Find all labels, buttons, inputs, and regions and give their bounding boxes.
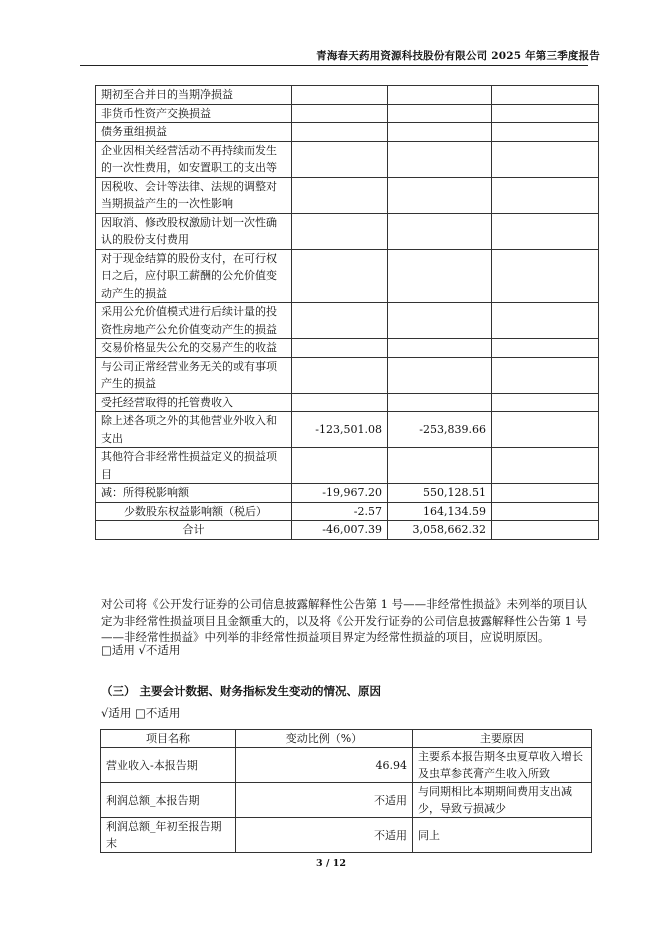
row-item: 交易价格显失公允的交易产生的收益	[96, 339, 292, 358]
row-remark	[492, 177, 599, 213]
table-row	[96, 448, 599, 484]
table-row	[96, 357, 599, 393]
row-remark	[492, 141, 599, 177]
row-current-period	[292, 141, 388, 177]
table-row	[96, 123, 599, 142]
page-number: 3 / 12	[316, 858, 346, 869]
row-current-period	[292, 393, 388, 412]
header-divider	[80, 65, 588, 66]
change-reason: 主要系本报告期冬虫夏草收入增长及虫草参芪膏产生收入所致	[413, 748, 592, 783]
change-item-name: 营业收入-本报告期	[101, 748, 236, 783]
row-year-to-date	[388, 249, 492, 303]
row-remark	[492, 86, 599, 105]
row-remark	[492, 521, 599, 540]
non-recurring-gains-table	[95, 85, 599, 540]
section-applicability: √适用 □不适用	[101, 706, 181, 720]
row-current-period: -46,007.39	[292, 521, 388, 540]
report-header-title: 青海春天药用资源科技股份有限公司 2025 年第三季度报告	[316, 50, 600, 62]
row-year-to-date: 3,058,662.32	[388, 521, 492, 540]
table-row	[96, 177, 599, 213]
row-item: 因取消、修改股权激励计划一次性确认的股份支付费用	[96, 213, 292, 249]
row-current-period	[292, 357, 388, 393]
row-item: 因税收、会计等法律、法规的调整对当期损益产生的一次性影响	[96, 177, 292, 213]
header-item-name: 项目名称	[101, 730, 236, 748]
row-item: 债务重组损益	[96, 123, 292, 142]
row-remark	[492, 502, 599, 521]
row-current-period	[292, 177, 388, 213]
row-item: 采用公允价值模式进行后续计量的投资性房地产公允价值变动产生的损益	[96, 303, 292, 339]
row-remark	[492, 448, 599, 484]
table-row	[96, 412, 599, 448]
changes-table	[100, 729, 592, 853]
table-row	[96, 141, 599, 177]
row-current-period	[292, 303, 388, 339]
row-item: 其他符合非经常性损益定义的损益项目	[96, 448, 292, 484]
change-reason: 与同期相比本期期间费用支出减少，导致亏损减少	[413, 783, 592, 818]
row-year-to-date	[388, 357, 492, 393]
row-year-to-date	[388, 448, 492, 484]
row-item: 减：所得税影响额	[96, 484, 292, 503]
change-item-name: 利润总额_年初至报告期末	[101, 818, 236, 853]
table-row	[96, 521, 599, 540]
row-item: 非货币性资产交换损益	[96, 104, 292, 123]
row-year-to-date	[388, 339, 492, 358]
row-remark	[492, 484, 599, 503]
row-item: 合计	[96, 521, 292, 540]
row-current-period: -19,967.20	[292, 484, 388, 503]
changes-table-header	[101, 730, 592, 748]
row-current-period	[292, 339, 388, 358]
row-item: 除上述各项之外的其他营业外收入和支出	[96, 412, 292, 448]
row-year-to-date	[388, 104, 492, 123]
row-year-to-date	[388, 393, 492, 412]
change-reason: 同上	[413, 818, 592, 853]
row-year-to-date	[388, 213, 492, 249]
row-remark	[492, 339, 599, 358]
row-current-period	[292, 86, 388, 105]
row-year-to-date	[388, 123, 492, 142]
table-row	[101, 783, 592, 818]
row-remark	[492, 303, 599, 339]
section-title: （三） 主要会计数据、财务指标发生变动的情况、原因	[101, 684, 382, 698]
row-current-period: -123,501.08	[292, 412, 388, 448]
row-item: 期初至合并日的当期净损益	[96, 86, 292, 105]
row-item: 与公司正常经营业务无关的或有事项产生的损益	[96, 357, 292, 393]
row-year-to-date	[388, 86, 492, 105]
table-row	[96, 393, 599, 412]
disclosure-note: 对公司将《公开发行证券的公司信息披露解释性公告第 1 号——非经常性损益》未列举的项目认定为非经常性损益项目且金额重大的，以及将《公开发行证券的公司信息披露解释性公告第 1 号——非经常性损益》中列举的非经常性损益项目界定为经常性损益的项目，应说明原因。	[101, 597, 588, 644]
table-row	[96, 502, 599, 521]
row-current-period	[292, 123, 388, 142]
row-item: 受托经营取得的托管费收入	[96, 393, 292, 412]
table-row	[96, 303, 599, 339]
change-item-name: 利润总额_本报告期	[101, 783, 236, 818]
row-item: 企业因相关经营活动不再持续而发生的一次性费用，如安置职工的支出等	[96, 141, 292, 177]
change-ratio: 不适用	[236, 818, 413, 853]
table-row	[96, 339, 599, 358]
table-row	[96, 213, 599, 249]
row-remark	[492, 249, 599, 303]
row-year-to-date: 164,134.59	[388, 502, 492, 521]
row-remark	[492, 357, 599, 393]
row-current-period	[292, 249, 388, 303]
row-remark	[492, 104, 599, 123]
row-year-to-date	[388, 177, 492, 213]
row-year-to-date	[388, 141, 492, 177]
table-row	[101, 818, 592, 853]
row-current-period	[292, 104, 388, 123]
row-remark	[492, 412, 599, 448]
note-applicability: □适用 √不适用	[101, 643, 181, 657]
row-current-period: -2.57	[292, 502, 388, 521]
table-row	[96, 104, 599, 123]
row-year-to-date: -253,839.66	[388, 412, 492, 448]
row-remark	[492, 393, 599, 412]
header-main-reason: 主要原因	[413, 730, 592, 748]
table-row	[96, 249, 599, 303]
header-change-ratio: 变动比例（%）	[236, 730, 413, 748]
row-current-period	[292, 448, 388, 484]
row-current-period	[292, 213, 388, 249]
row-item: 少数股东权益影响额（税后）	[96, 502, 292, 521]
table-row	[96, 86, 599, 105]
row-remark	[492, 213, 599, 249]
row-year-to-date	[388, 303, 492, 339]
change-ratio: 不适用	[236, 783, 413, 818]
row-remark	[492, 123, 599, 142]
row-year-to-date: 550,128.51	[388, 484, 492, 503]
table-row	[96, 484, 599, 503]
change-ratio: 46.94	[236, 748, 413, 783]
row-item: 对于现金结算的股份支付，在可行权日之后，应付职工薪酬的公允价值变动产生的损益	[96, 249, 292, 303]
table-row	[101, 748, 592, 783]
